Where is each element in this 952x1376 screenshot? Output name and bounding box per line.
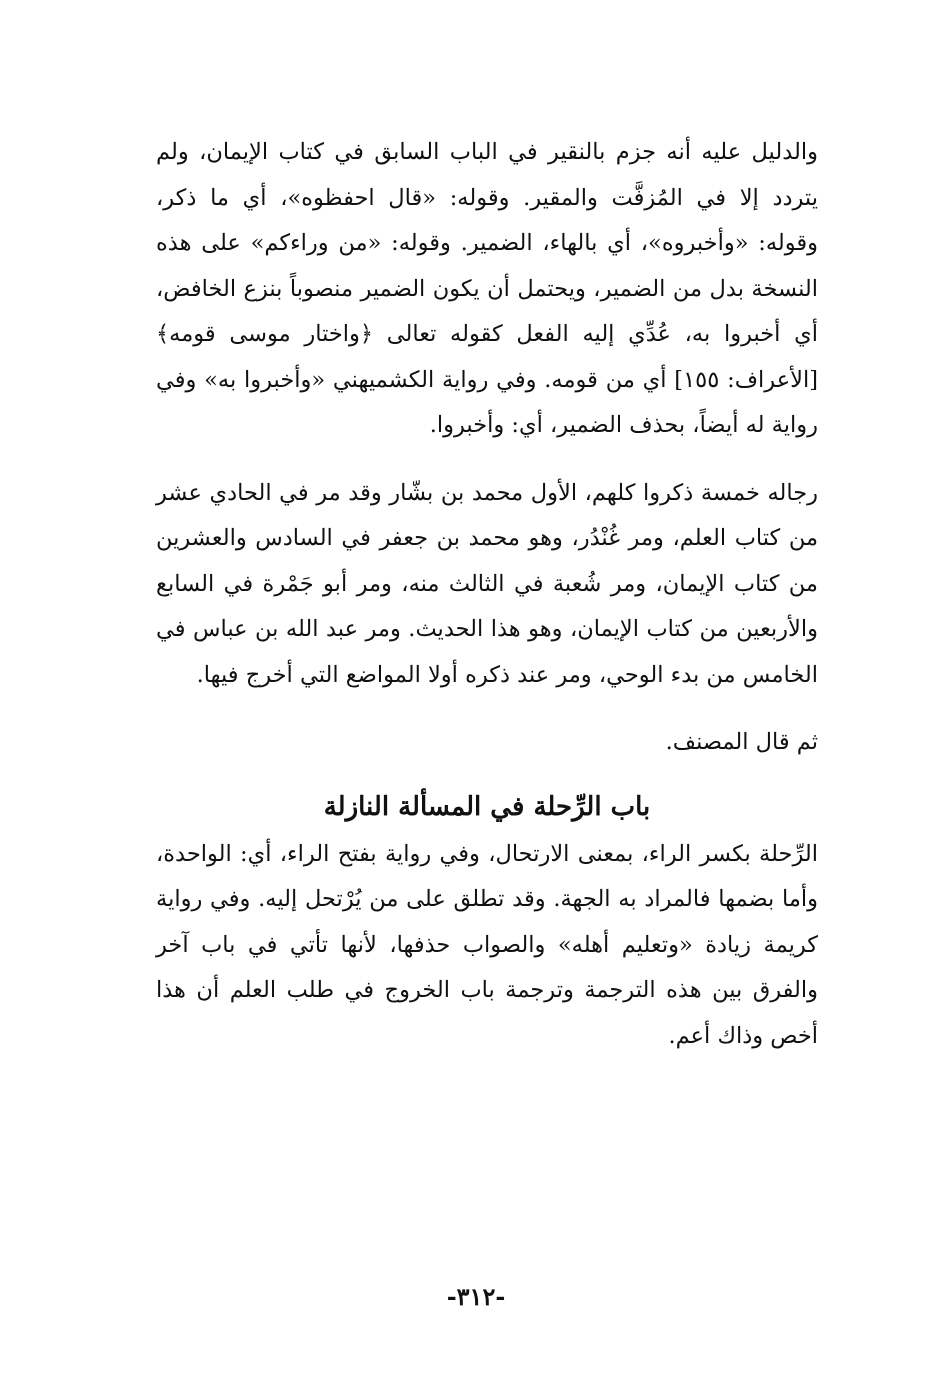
chapter-heading: باب الرِّحلة في المسألة النازلة	[323, 791, 651, 822]
page-number: -٣١٢-	[446, 1282, 506, 1311]
paragraph-chapter-explanation: الرِّحلة بكسر الراء، بمعنى الارتحال، وفي رواية بفتح الراء، أي: الواحدة، وأما بضمها فالمراد به الجهة. وقد تطلق على من يُرْتحل إليه. وفي رواية كريمة زيادة «وتعليم أهله» والصواب حذفها، لأنها تأتي في باب آخر والفرق بين هذه الترجمة وترجمة باب الخروج في طلب العلم أن هذا أخص وذاك أعم.	[156, 840, 818, 1049]
paragraph-author-said: ثم قال المصنف.	[665, 729, 818, 755]
paragraph-gap	[156, 449, 818, 471]
paragraph-commentary: والدليل عليه أنه جزم بالنقير في الباب السابق في كتاب الإيمان، ولم يتردد إلا في المُزفَّت والمقير. وقوله: «قال احفظوه»، أي ما ذكر، وقوله: «وأخبروه»، أي بالهاء، الضمير. وقوله: «من وراءكم» على هذه النسخة بدل من الضمير، ويحتمل أن يكون الضمير منصوباً بنزع الخافض، أي أخبروا به، عُدِّي إليه الفعل كقوله تعالى ﴿واختار موسى قومه﴾ [الأعراف: ١٥٥] أي من قومه. وفي رواية الكشميهني «وأخبروا به» وفي رواية له أيضاً، بحذف الضمير، أي: وأخبروا.	[156, 139, 818, 438]
paragraph-narrators: رجاله خمسة ذكروا كلهم، الأول محمد بن بشّار وقد مر في الحادي عشر من كتاب العلم، ومر غُنْدُر، وهو محمد بن جعفر في السادس والعشرين من كتاب الإيمان، ومر شُعبة في الثالث منه، ومر أبو جَمْرة في السابع والأربعين من كتاب الإيمان، وهو هذا الحديث. ومر عبد الله بن عباس في الخامس من بدء الوحي، ومر عند ذكره أولا المواضع التي أخرج فيها.	[156, 479, 818, 688]
paragraph-gap	[156, 766, 818, 782]
page-body	[156, 130, 818, 1059]
paragraph-gap	[156, 698, 818, 720]
